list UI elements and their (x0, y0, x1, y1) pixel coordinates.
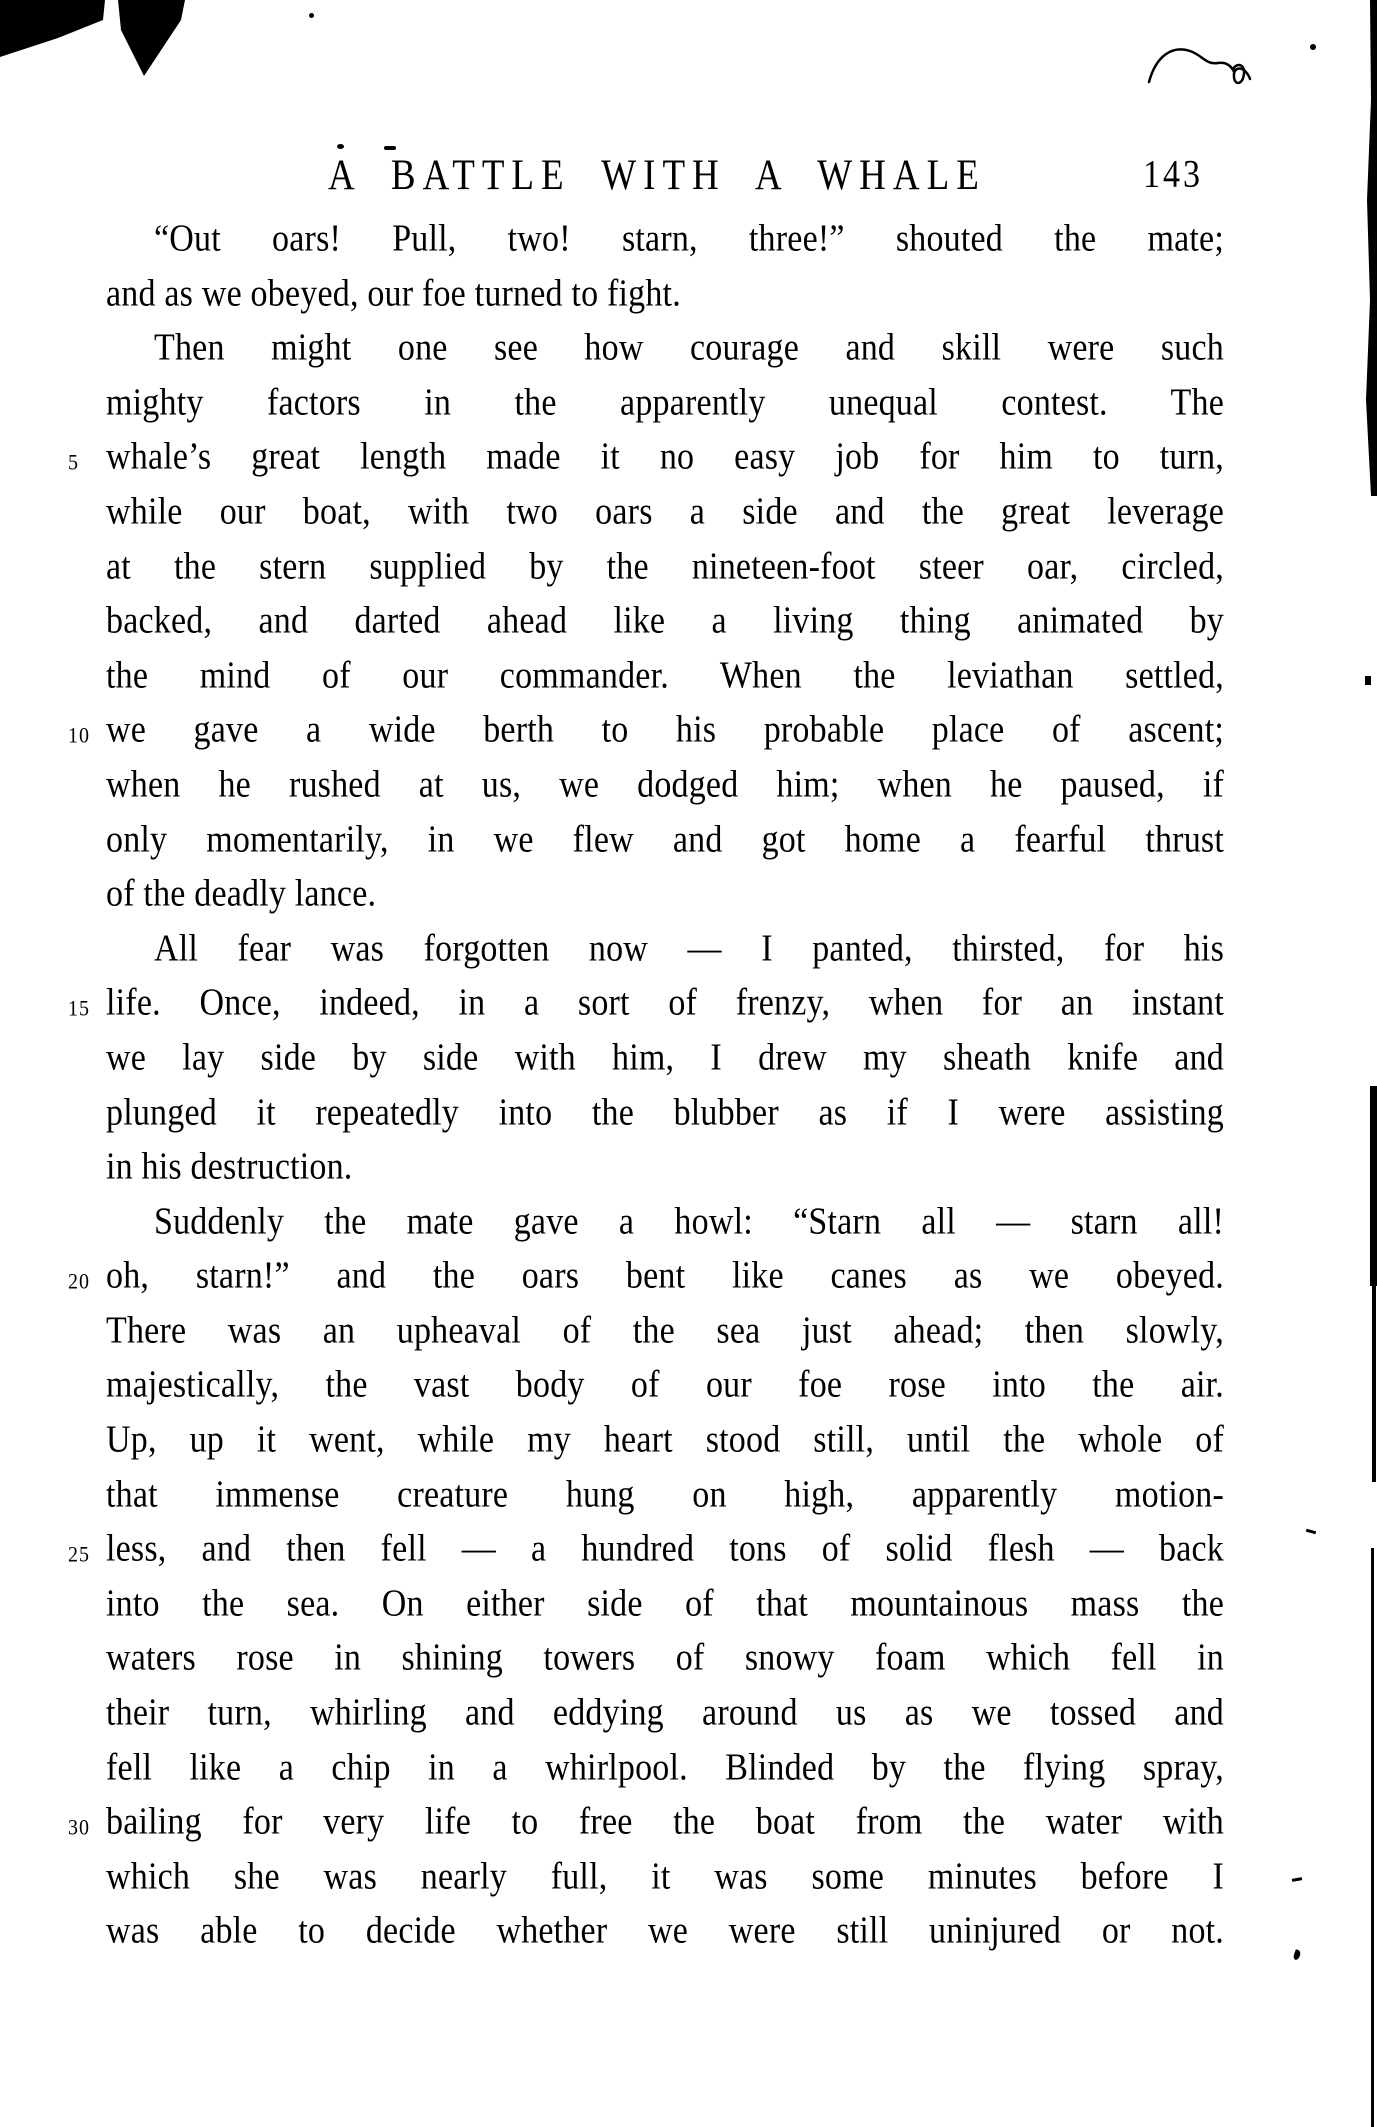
text-line: at the stern supplied by the nineteen-foot steer oar, circled, (106, 545, 1224, 587)
text-line: fell like a chip in a whirlpool. Blinded by the flying spray, (106, 1746, 1224, 1788)
text-line: into the sea. On either side of that mountainous mass the (106, 1582, 1224, 1625)
text-line: only momentarily, in we flew and got home a fearful thrust (106, 818, 1224, 860)
page-title: A BATTLE WITH A WHALE (328, 151, 986, 200)
text-line: “Out oars! Pull, two! starn, three!” shouted the mate; (154, 217, 1224, 260)
scan-edge-artifact (1365, 676, 1371, 685)
text-line: 25 less, and then fell — a hundred tons of solid flesh — back (106, 1519, 1224, 1581)
line-number: 20 (68, 1269, 90, 1295)
text-line: backed, and darted ahead like a living thing animated by (106, 599, 1224, 642)
text-line: which she was nearly full, it was some minutes before I (106, 1855, 1224, 1898)
pen-squiggle-mark (1146, 38, 1266, 90)
line-number: 5 (68, 450, 79, 476)
line-number: 15 (68, 996, 90, 1022)
text-line: while our boat, with two oars a side and the great leverage (106, 490, 1224, 533)
scan-edge-artifact (1370, 1086, 1377, 1286)
text-line: Suddenly the mate gave a howl: “Starn all — starn all! (154, 1200, 1224, 1242)
scan-artifact-blob (0, 0, 110, 60)
scan-edge-artifact (1371, 1548, 1374, 2127)
text-line: the mind of our commander. When the leviathan settled, (106, 654, 1224, 697)
line-number: 30 (68, 1815, 90, 1841)
line-number: 10 (68, 723, 90, 749)
text-line: majestically, the vast body of our foe rose into the air. (106, 1363, 1224, 1406)
text-line: their turn, whirling and eddying around us as we tossed and (106, 1691, 1224, 1734)
ink-speck (1310, 44, 1316, 50)
ink-speck (1292, 1877, 1302, 1882)
text-line: Up, up it went, while my heart stood still, until the whole of (106, 1418, 1224, 1461)
scan-artifact-blob (118, 0, 188, 78)
text-line: when he rushed at us, we dodged him; when he paused, if (106, 763, 1224, 806)
text-line: 5 whale’s great length made it no easy job for him to turn, (106, 427, 1224, 489)
text-line: 30 bailing for very life to free the boat from the water with (106, 1792, 1224, 1854)
text-line: was able to decide whether we were still uninjured or not. (106, 1909, 1224, 1952)
text-line: 15 life. Once, indeed, in a sort of frenzy, when for an instant (106, 973, 1224, 1035)
ink-speck (309, 13, 314, 18)
line-number: 25 (68, 1542, 90, 1568)
scan-edge-artifact (1372, 1284, 1376, 1482)
text-line: 20 oh, starn!” and the oars bent like canes as we obeyed. (106, 1246, 1224, 1308)
page-number: 143 (1143, 153, 1203, 196)
text-block (68, 212, 1224, 1959)
text-line: mighty factors in the apparently unequal contest. The (106, 381, 1224, 424)
ink-speck (1306, 1529, 1316, 1534)
text-line: of the deadly lance. (106, 872, 377, 915)
scan-edge-artifact (1366, 0, 1377, 496)
text-line: Then might one see how courage and skill were such (154, 326, 1224, 369)
ink-speck (1292, 1949, 1301, 1960)
text-line: 10 we gave a wide berth to his probable place of ascent; (106, 700, 1224, 762)
text-line: plunged it repeatedly into the blubber as if I were assisting (106, 1090, 1224, 1133)
text-line: that immense creature hung on high, apparently motion- (106, 1473, 1224, 1515)
text-line: All fear was forgotten now — I panted, thirsted, for his (154, 927, 1224, 970)
text-line: There was an upheaval of the sea just ahead; then slowly, (106, 1309, 1224, 1352)
text-line: waters rose in shining towers of snowy foam which fell in (106, 1636, 1224, 1679)
text-line: we lay side by side with him, I drew my sheath knife and (106, 1036, 1224, 1079)
ink-speck (337, 144, 344, 149)
text-line: in his destruction. (106, 1145, 353, 1188)
text-line: and as we obeyed, our foe turned to fight. (106, 272, 681, 314)
